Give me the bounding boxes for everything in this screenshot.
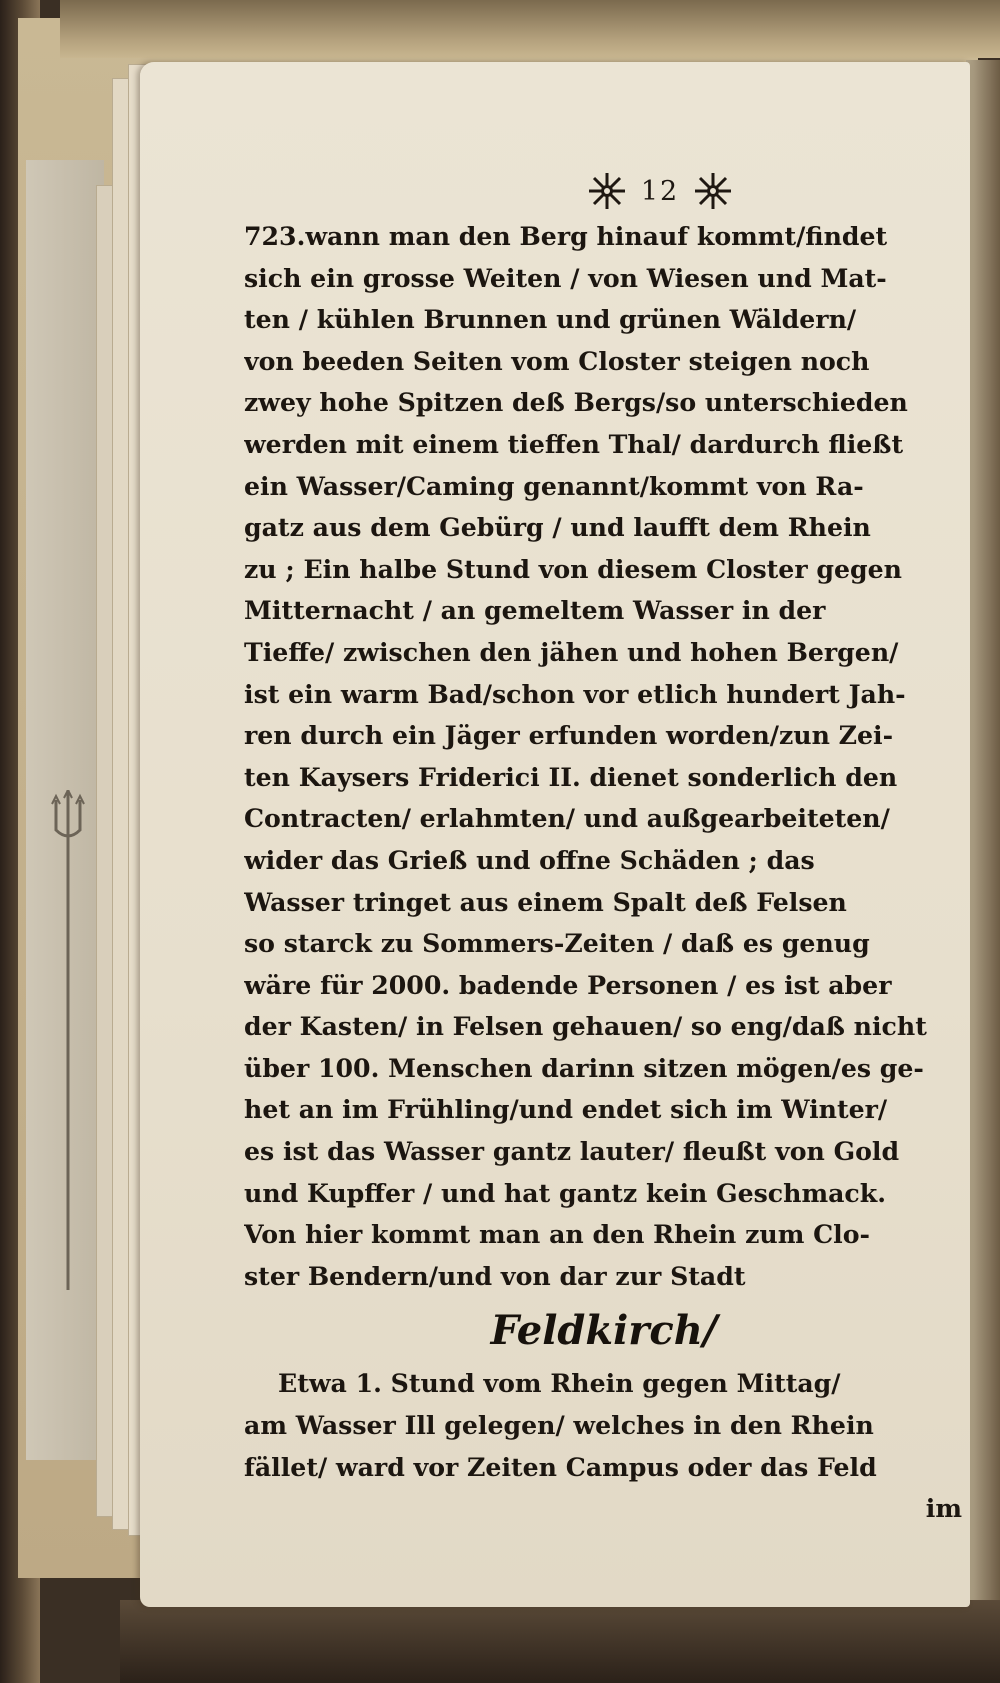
text-line: Contracten/ erlahmten/ und außgearbeiteten/ (244, 803, 890, 834)
text-line: fället/ ward vor Zeiten Campus oder das Feld (244, 1451, 877, 1482)
top-page-edge (60, 0, 1000, 58)
text-line: Von hier kommt man an den Rhein zum Clo- (244, 1219, 871, 1250)
catchword: im (925, 1493, 962, 1524)
text-line: Etwa 1. Stund vom Rhein gegen Mittag/ (278, 1368, 841, 1399)
text-line: Tieffe/ zwischen den jähen und hohen Bergen/ (244, 636, 899, 667)
text-line: der Kasten/ in Felsen gehauen/ so eng/daß nicht (244, 1011, 927, 1042)
text-line: und Kupffer / und hat gantz kein Geschmack. (244, 1177, 886, 1208)
text-line: ten Kaysers Friderici II. dienet sonderlich den (244, 761, 898, 792)
text-line: gatz aus dem Gebürg / und laufft dem Rhein (244, 512, 871, 543)
trident-engraving-image (48, 790, 88, 1290)
text-line: ster Bendern/und von dar zur Stadt (244, 1260, 746, 1291)
text-line: über 100. Menschen darinn sitzen mögen/es ge- (244, 1052, 924, 1083)
bottom-edge (120, 1600, 1000, 1683)
rosette-ornament-icon (587, 171, 627, 211)
gutter-shadow (966, 60, 1000, 1620)
text-line: sich ein grosse Weiten / von Wiesen und Mat- (244, 262, 887, 293)
page-number: 12 (640, 175, 680, 207)
text-line: werden mit einem tieffen Thal/ dardurch fließt (244, 428, 904, 459)
text-line: zu ; Ein halbe Stund von diesem Closter gegen (244, 553, 902, 584)
text-line: am Wasser Ill gelegen/ welches in den Rhein (244, 1410, 874, 1441)
text-line: es ist das Wasser gantz lauter/ fleußt von Gold (244, 1136, 900, 1167)
text-line: von beeden Seiten vom Closter steigen noch (244, 345, 870, 376)
text-line: ist ein warm Bad/schon vor etlich hundert Jah- (244, 678, 906, 709)
page-text (244, 216, 964, 1530)
text-line: wider das Grieß und offne Schäden ; das (244, 844, 815, 875)
text-line: zwey hohe Spitzen deß Bergs/so unterschieden (244, 387, 908, 418)
text-line: het an im Frühling/und endet sich im Winter/ (244, 1094, 888, 1125)
text-line: Wasser tringet aus einem Spalt deß Felsen (244, 886, 847, 917)
text-line: Mitternacht / an gemeltem Wasser in der (244, 595, 826, 626)
rosette-ornament-icon (693, 171, 733, 211)
text-line: 723.wann man den Berg hinauf kommt/findet (244, 221, 888, 251)
text-line: ten / kühlen Brunnen und grünen Wäldern/ (244, 304, 857, 335)
page-header (560, 166, 760, 216)
text-line: so starck zu Sommers-Zeiten / daß es genug (244, 928, 870, 959)
section-heading: Feldkirch/ (490, 1307, 718, 1355)
text-line: ren durch ein Jäger erfunden worden/zun Zei- (244, 720, 894, 751)
text-line: ein Wasser/Caming genannt/kommt von Ra- (244, 470, 864, 501)
text-line: wäre für 2000. badende Personen / es ist aber (244, 969, 892, 1000)
